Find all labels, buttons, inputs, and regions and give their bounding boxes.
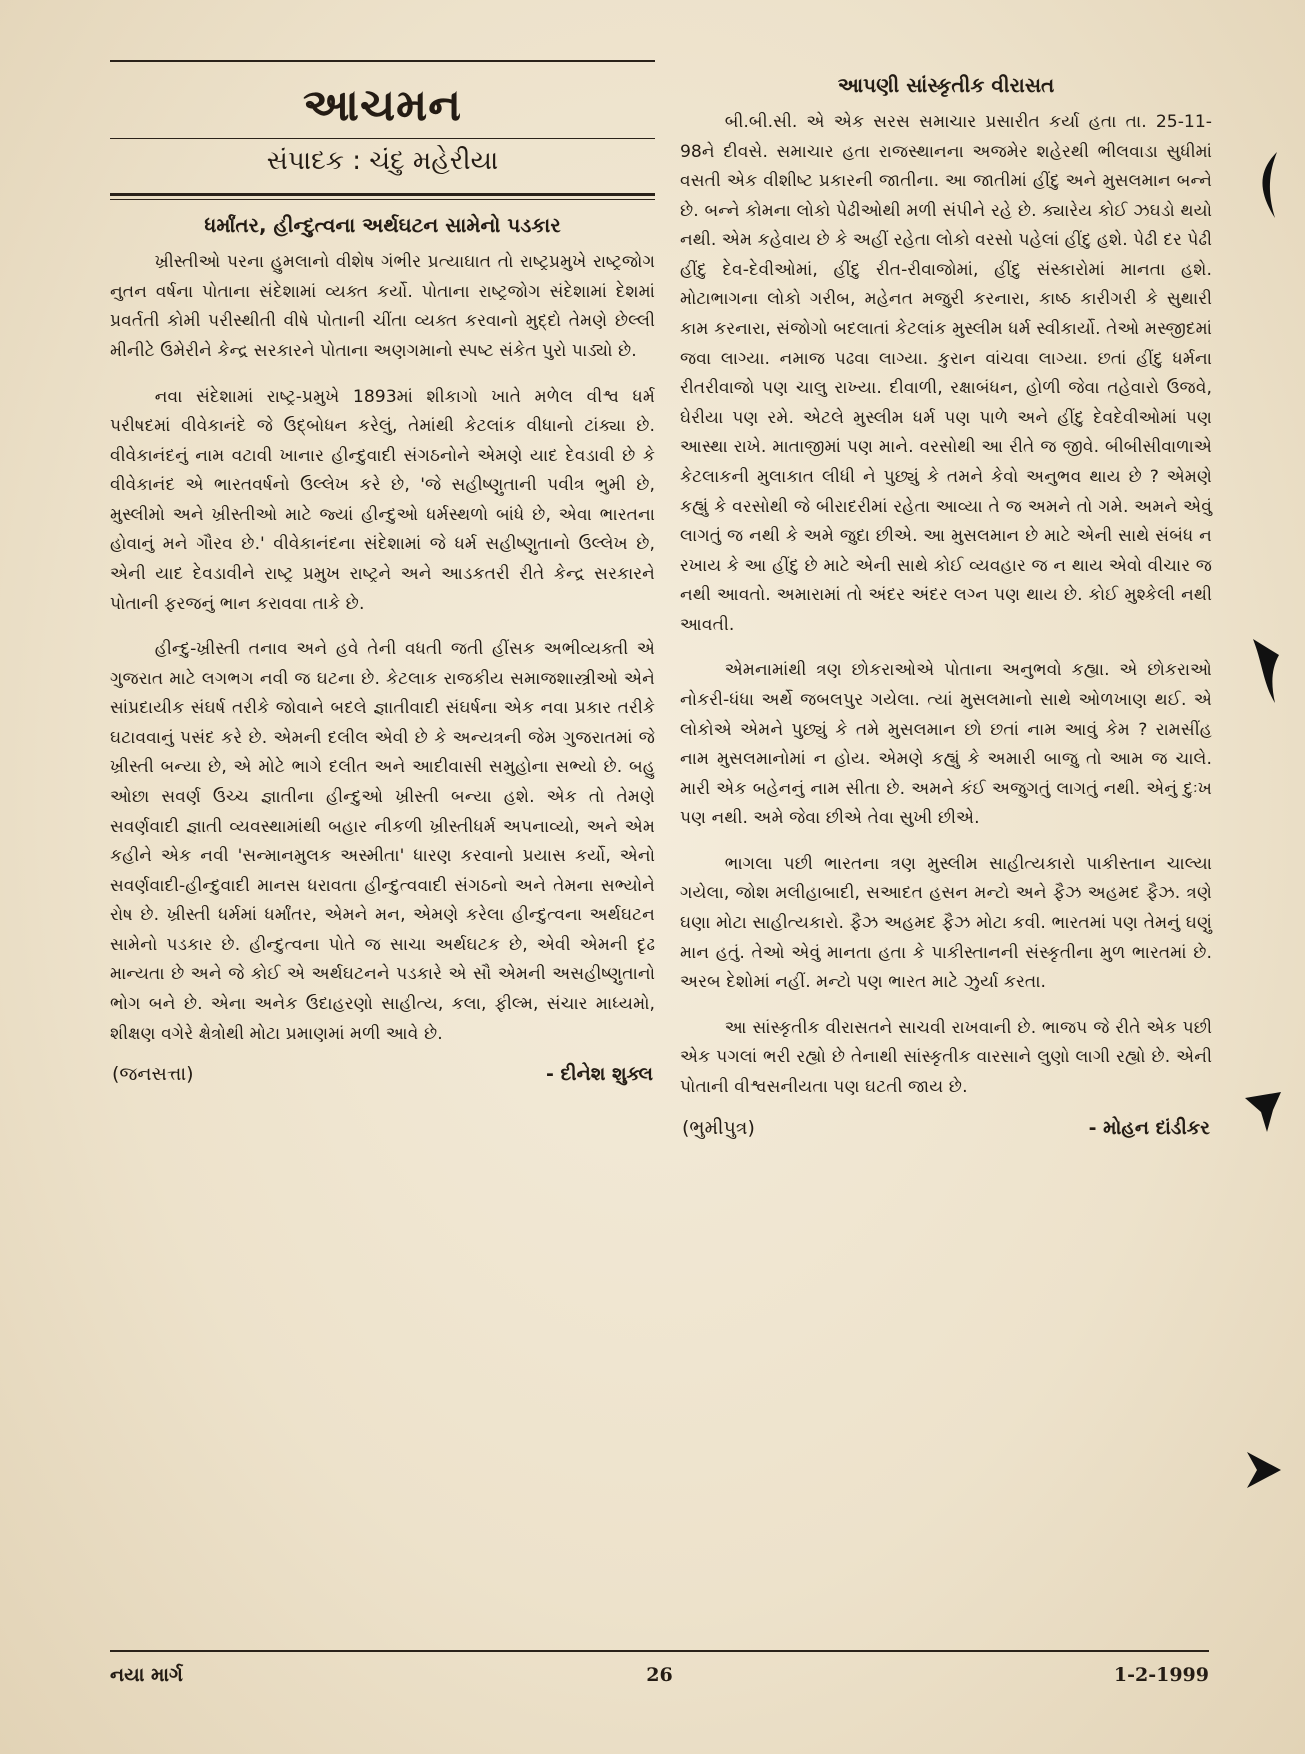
article-paragraph: ભાગલા પછી ભારતના ત્રણ મુસ્લીમ સાહીત્યકારો પાકીસ્તાન ચાલ્યા ગયેલા, જોશ મલીહાબાદી, સઆદત હસન મન્ટો અને ફૈઝ અહમદ ફૈઝ. ત્રણે ઘણા મોટા સાહીત્યકારો. ફૈઝ અહમદ ફૈઝ મોટા કવી. ભારતમાં પણ તેમનું ઘણું માન હતું. તેઓ એવું માનતા હતા કે પાકીસ્તાનની સંસ્કૃતીના મુળ ભારતમાં છે. અરબ દેશોમાં નહીં. મન્ટો પણ ભારત માટે ઝુર્યા કરતા. — [680, 853, 1212, 993]
article-paragraph: નવા સંદેશામાં રાષ્ટ્ર-પ્રમુખે 1893માં શીકાગો ખાતે મળેલ વીશ્વ ધર્મ પરીષદમાં વીવેકાનંદે જે ઉદ્બોધન કરેલું, તેમાંથી કેટલાંક વીધાનો ટાંક્યા છે. વીવેકાનંદનું નામ વટાવી ખાનાર હીન્દુવાદી સંગઠનોને એમણે યાદ દેવડાવી છે કે વીવેકાનંદ એ ભારતવર્ષનો ઉલ્લેખ કરે છે, 'જે સહીષ્ણુતાની પવીત્ર ભુમી છે, મુસ્લીમો અને ખ્રીસ્તીઓ માટે જ્યાં હીન્દુઓ ધર્મસ્થળો બાંધે છે, એવા ભારતના હોવાનું મને ગૌરવ છે.' વીવેકાનંદના સંદેશામાં જે ધર્મ સહીષ્ણુતાનો ઉલ્લેખ છે, એની યાદ દેવડાવીને રાષ્ટ્ર પ્રમુખ રાષ્ટ્રને અને આડકતરી રીતે કેન્દ્ર સરકારને પોતાની ફરજનું ભાન કરાવવા તાકે છે. — [110, 386, 655, 614]
right-column — [680, 60, 1212, 1139]
footer-rule — [110, 1650, 1209, 1652]
publication-name: નયા માર્ગ — [110, 1664, 183, 1686]
article-paragraph: બી.બી.સી. એ એક સરસ સમાચાર પ્રસારીત કર્યા હતા તા. 25-11-98ને દીવસે. સમાચાર હતા રાજસ્થાનના અજમેર શહેરથી ભીલવાડા સુધીમાં વસતી એક વીશીષ્ટ પ્રકારની જાતીના. આ જાતીમાં હીંદુ અને મુસલમાન બન્ને છે. બન્ને કોમના લોકો પેઢીઓથી મળી સંપીને રહે છે. ક્યારેય કોઈ ઝઘડો થયો નથી. એમ કહેવાય છે કે અહીં રહેતા લોકો વરસો પહેલાં હીંદુ હશે. પેઢી દર પેઢી હીંદુ દેવ-દેવીઓમાં, હીંદુ રીત-રીવાજોમાં, હીંદુ સંસ્કારોમાં માનતા હશે. મોટાભાગના લોકો ગરીબ, મહેનત મજુરી કરનારા, કાષ્ઠ કારીગરી કે સુથારી કામ કરનારા, સંજોગો બદલાતાં કેટલાંક મુસ્લીમ ધર્મ સ્વીકાર્યો. તેઓ મસ્જીદમાં જવા લાગ્યા. નમાજ પઢવા લાગ્યા. કુરાન વાંચવા લાગ્યા. છતાં હીંદુ ધર્મના રીતરીવાજો પણ ચાલુ રાખ્યા. દીવાળી, રક્ષાબંધન, હોળી જેવા તહેવારો ઉજવે, ઘેરીયા પણ રમે. એટલે મુસ્લીમ ધર્મ પણ પાળે અને હીંદુ દેવદેવીઓમાં પણ આસ્થા રાખે. માતાજીમાં પણ માને. વરસોથી આ રીતે જ જીવે. બીબીસીવાળાએ કેટલાકની મુલાકાત લીધી ને પુછ્યું કે તમને કેવો અનુભવ થાય છે ? એમણે કહ્યું કે વરસોથી જે બીરાદરીમાં રહેતા આવ્યા તે જ અમને તો ગમે. અમને એવું લાગતું જ નથી કે અમે જુદા છીએ. આ મુસલમાન છે માટે એની સાથે સંબંધ ન રખાય કે આ હીંદુ છે માટે એની સાથે કોઈ વ્યવહાર જ ન થાય એવો વીચાર જ નથી આવતો. અમારામાં તો અંદર અંદર લગ્ન પણ થાય છે. કોઈ મુશ્કેલી નથી આવતી. — [680, 112, 1212, 635]
binder-clip-icon — [1249, 150, 1283, 220]
article-paragraph: હીન્દુ-ખ્રીસ્તી તનાવ અને હવે તેની વધતી જતી હીંસક અભીવ્યક્તી એ ગુજરાત માટે લગભગ નવી જ ઘટના છે. કેટલાક રાજકીય સમાજશાસ્ત્રીઓ એને સાંપ્રદાયીક સંઘર્ષ તરીકે જોવાને બદલે જ્ઞાતીવાદી સંઘર્ષના એક નવા પ્રકાર તરીકે ઘટાવવાનું પસંદ કરે છે. એમની દલીલ એવી છે કે અન્યત્રની જેમ ગુજરાતમાં જે ખ્રીસ્તી બન્યા છે, એ મોટે ભાગે દલીત અને આદીવાસી સમુહોના સભ્યો છે. બહુ ઓછા સવર્ણ ઉચ્ચ જ્ઞાતીના હીન્દુઓ ખ્રીસ્તી બન્યા હશે. એક તો તેમણે સવર્ણવાદી જ્ઞાતી વ્યવસ્થામાંથી બહાર નીકળી ખ્રીસ્તીધર્મ અપનાવ્યો, અને એમ કહીને એક નવી 'સન્માનમુલક અસ્મીતા' ધારણ કરવાનો પ્રયાસ કર્યો, એનો સવર્ણવાદી-હીન્દુવાદી માનસ ધરાવતા હીન્દુત્વવાદી સંગઠનો અને તેમના સભ્યોને રોષ છે. ખ્રીસ્તી ધર્મમાં ધર્માંતર, એમને મન, એમણે કરેલા હીન્દુત્વના અર્થઘટન સામેનો પડકાર છે. હીન્દુત્વના પોતે જ સાચા અર્થઘટક છે, એવી એમની દૃઢ માન્યતા છે અને જે કોઈ એ અર્થઘટનને પડકારે એ સૌ એમની અસહીષ્ણુતાનો ભોગ બને છે. એના અનેક ઉદાહરણો સાહીત્ય, કલા, ફીલ્મ, સંચાર માધ્યમો, શીક્ષણ વગેરે ક્ષેત્રોથી મોટા પ્રમાણમાં મળી આવે છે. — [110, 639, 655, 1044]
column-masthead: આચમન — [302, 80, 462, 131]
top-rule — [110, 60, 655, 62]
issue-date: 1-2-1999 — [1113, 1664, 1209, 1686]
editor-divider — [110, 193, 655, 200]
page-number: 26 — [646, 1664, 673, 1686]
article-author: - દીનેશ શુક્લ — [546, 1063, 653, 1086]
article-paragraph: આ સાંસ્કૃતીક વીરાસતને સાચવી રાખવાની છે. ભાજપ જે રીતે એક પછી એક પગલાં ભરી રહ્યો છે તેનાથી સાંસ્કૃતીક વારસાને લુણો લાગી રહ્યો છે. એની પોતાની વીશ્વસનીયતા પણ ઘટતી જાય છે. — [680, 1017, 1212, 1097]
article-signature — [110, 1063, 655, 1085]
article-source: (જનસત્તા) — [112, 1063, 194, 1086]
article-headline: આપણી સાંસ્કૃતીક વીરાસત — [837, 73, 1055, 97]
article-signature — [680, 1117, 1212, 1139]
binder-clip-icon — [1243, 1448, 1283, 1498]
left-column — [110, 60, 655, 1085]
binder-clip-icon — [1243, 1088, 1283, 1138]
masthead-divider — [110, 138, 655, 139]
editor-credit: સંપાદક : ચંદુ મહેરીયા — [266, 146, 499, 177]
binder-clip-icon — [1249, 635, 1283, 705]
article-paragraph: એમનામાંથી ત્રણ છોકરાઓએ પોતાના અનુભવો કહ્યા. એ છોકરાઓ નોકરી-ધંધા અર્થે જબલપુર ગયેલા. ત્યાં મુસલમાનો સાથે ઓળખાણ થઈ. એ લોકોએ એમને પુછ્યું કે તમે મુસલમાન છો છતાં નામ આવું કેમ ? રામસીંહ નામ મુસલમાનોમાં ન હોય. એમણે કહ્યું કે અમારી બાજુ તો આમ જ ચાલે. મારી એક બહેનનું નામ સીતા છે. અમને કંઈ અજુગતું લાગતું નથી. એનું દુઃખ પણ નથી. અમે જેવા છીએ તેવા સુખી છીએ. — [680, 660, 1212, 829]
article-author: - મોહન દાંડીકર — [1088, 1116, 1210, 1139]
article-paragraph: ખ્રીસ્તીઓ પરના હુમલાનો વીશેષ ગંભીર પ્રત્યાઘાત તો રાષ્ટ્રપ્રમુખે રાષ્ટ્રજોગ નુતન વર્ષના પોતાના સંદેશામાં વ્યક્ત કર્યો. પોતાના રાષ્ટ્રજોગ સંદેશામાં દેશમાં પ્રવર્તતી કોમી પરીસ્થીતી વીષે પોતાની ચીંતા વ્યક્ત કરવાનો મુદ્દો તેમણે છેલ્લી મીનીટે ઉમેરીને કેન્દ્ર સરકારને પોતાના અણગમાનો સ્પષ્ટ સંકેત પુરો પાડ્યો છે. — [110, 252, 655, 361]
article-source: (ભુમીપુત્ર) — [682, 1116, 755, 1139]
article-headline: ધર્માંતર, હીન્દુત્વના અર્થઘટન સામેનો પડકાર — [204, 213, 561, 238]
